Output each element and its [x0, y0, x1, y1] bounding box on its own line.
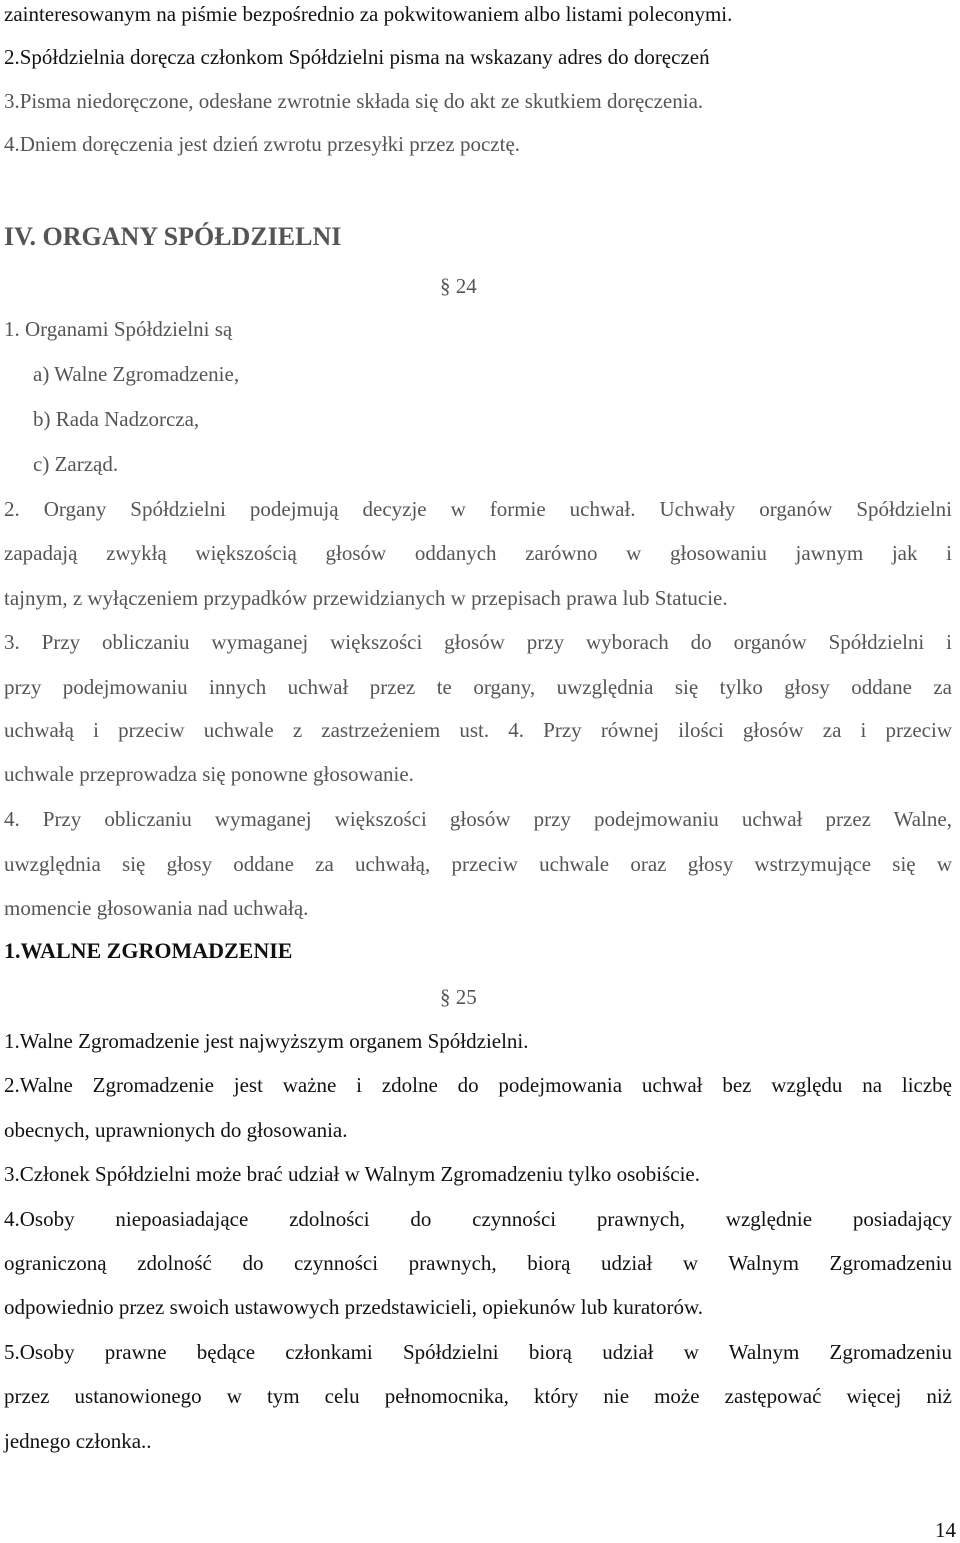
text-line: zainteresowanym na piśmie bezpośrednio za pokwitowaniem albo listami poleconymi. [4, 2, 733, 26]
text-line: 2.Spółdzielnia doręcza członkom Spółdzielni pisma na wskazany adres do doręczeń [4, 45, 710, 69]
text-line: obecnych, uprawnionych do głosowania. [4, 1118, 348, 1142]
text-line: 4. Przy obliczaniu wymaganej większości głosów przy podejmowaniu uchwał przez Walne, [4, 807, 952, 831]
list-item: b) Rada Nadzorcza, [33, 407, 200, 431]
text-line: 3.Pisma niedoręczone, odesłane zwrotnie składa się do akt ze skutkiem doręczenia. [4, 89, 704, 113]
section-heading: IV. ORGANY SPÓŁDZIELNI [4, 222, 342, 251]
text-line: 5.Osoby prawne będące członkami Spółdzielni biorą udział w Walnym Zgromadzeniu [4, 1340, 952, 1364]
text-line: momencie głosowania nad uchwałą. [4, 896, 309, 920]
text-line: zapadają zwykłą większością głosów oddanych zarówno w głosowaniu jawnym jak i [4, 541, 952, 565]
text-line: jednego członka.. [4, 1429, 152, 1453]
text-line: odpowiednio przez swoich ustawowych przedstawicieli, opiekunów lub kuratorów. [4, 1295, 704, 1319]
list-item: a) Walne Zgromadzenie, [33, 362, 240, 386]
text-line: tajnym, z wyłączeniem przypadków przewidzianych w przepisach prawa lub Statucie. [4, 586, 728, 610]
text-line: 4.Dniem doręczenia jest dzień zwrotu przesyłki przez pocztę. [4, 132, 521, 156]
text-line: uwzględnia się głosy oddane za uchwałą, przeciw uchwale oraz głosy wstrzymujące się w [4, 852, 952, 876]
text-line: 3.Członek Spółdzielni może brać udział w Walnym Zgromadzeniu tylko osobiście. [4, 1162, 701, 1186]
text-line: 2. Organy Spółdzielni podejmują decyzje w formie uchwał. Uchwały organów Spółdzielni [4, 497, 952, 521]
section-heading: 1.WALNE ZGROMADZENIE [4, 938, 293, 963]
text-line: uchwałą i przeciw uchwale z zastrzeżeniem ust. 4. Przy równej ilości głosów za i przeciw [4, 718, 952, 742]
text-line: ograniczoną zdolność do czynności prawnych, biorą udział w Walnym Zgromadzeniu [4, 1251, 952, 1275]
page-number: 14 [935, 1518, 956, 1542]
paragraph-mark: § 25 [440, 985, 477, 1009]
paragraph-mark: § 24 [440, 274, 477, 298]
list-item: 1. Organami Spółdzielni są [4, 317, 233, 341]
text-line: uchwale przeprowadza się ponowne głosowanie. [4, 762, 414, 786]
text-line: przy podejmowaniu innych uchwał przez te organy, uwzględnia się tylko głosy oddane za [4, 675, 952, 699]
text-line: 1.Walne Zgromadzenie jest najwyższym organem Spółdzielni. [4, 1029, 529, 1053]
text-line: 3. Przy obliczaniu wymaganej większości głosów przy wyborach do organów Spółdzielni i [4, 630, 952, 654]
list-item: c) Zarząd. [33, 452, 119, 476]
text-line: przez ustanowionego w tym celu pełnomocnika, który nie może zastępować więcej niż [4, 1384, 952, 1408]
text-line: 4.Osoby niepoasiadające zdolności do czynności prawnych, względnie posiadający [4, 1207, 952, 1231]
text-line: 2.Walne Zgromadzenie jest ważne i zdolne do podejmowania uchwał bez względu na liczbę [4, 1073, 952, 1097]
